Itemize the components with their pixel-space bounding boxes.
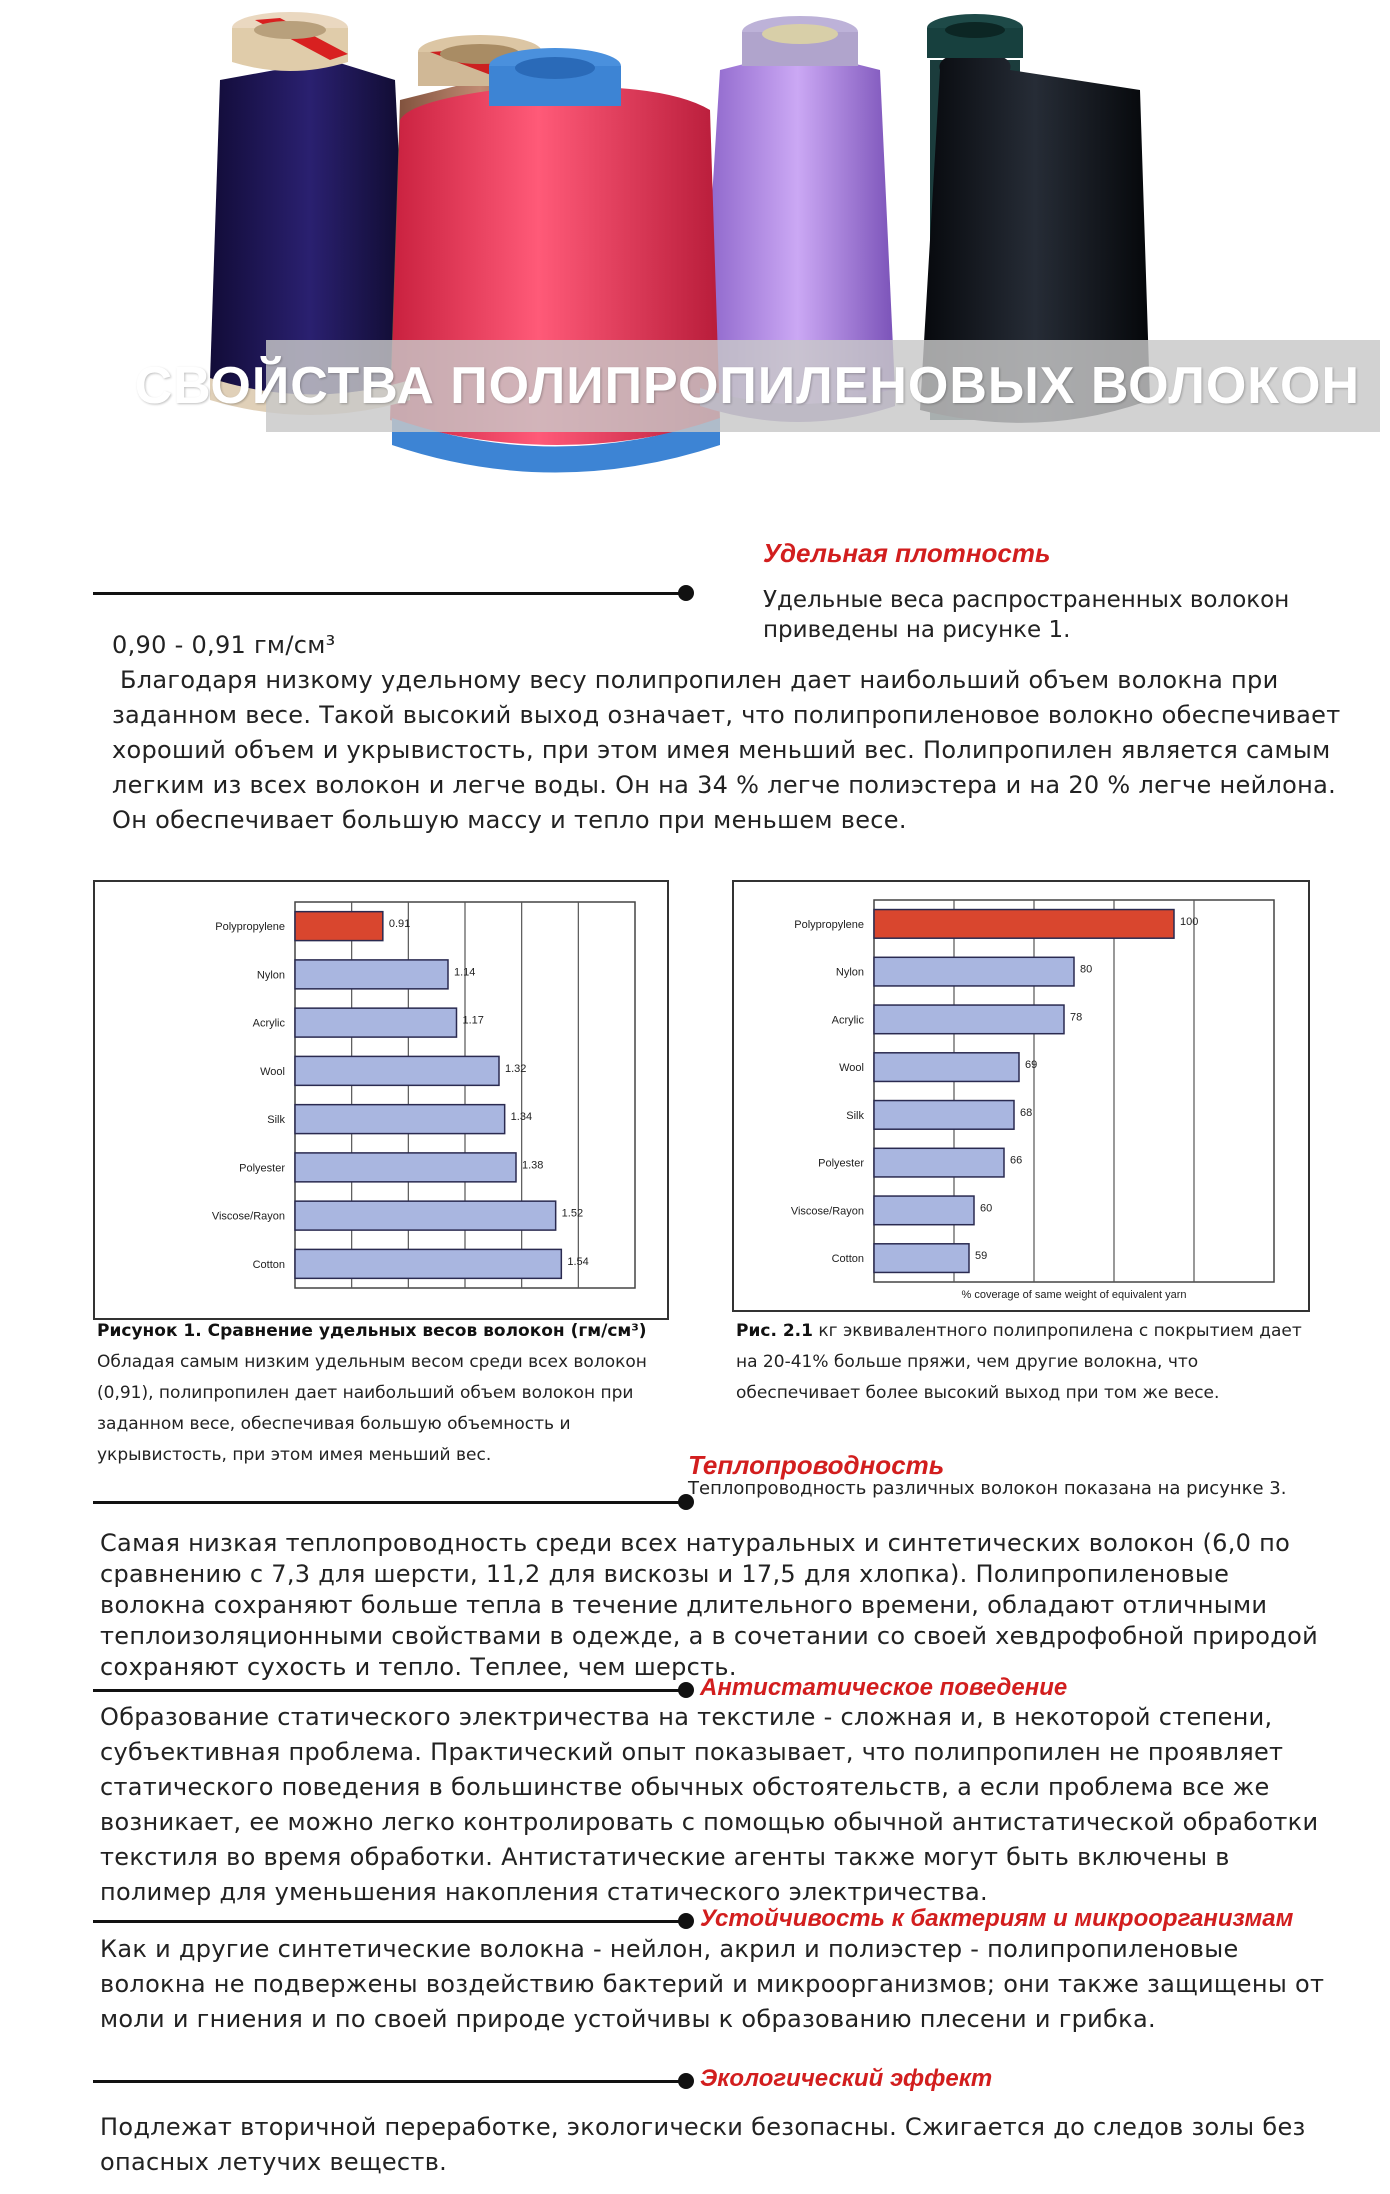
chart1-value-label: 1.34: [510, 1111, 533, 1124]
thermal-intro: Теплопроводность различных волокон показана на рисунке 3.: [688, 1478, 1287, 1499]
chart2-bar: [874, 1053, 1019, 1082]
density-rule: [93, 592, 683, 595]
chart2-category-label: Nylon: [835, 966, 864, 979]
chart2-value-label: 78: [1070, 1011, 1083, 1024]
thermal-rule: [93, 1501, 683, 1504]
figure1-chart-box: [93, 880, 669, 1320]
antistatic-title: Антистатическое поведение: [700, 1674, 1068, 1701]
chart1-category-label: Wool: [260, 1065, 285, 1078]
chart1-value-label: 0.91: [388, 918, 411, 931]
chart1-category-label: Cotton: [252, 1258, 285, 1271]
spool-navy: [210, 12, 410, 395]
chart2-value-label: 59: [975, 1250, 988, 1263]
figure1-caption-title: Рисунок 1. Сравнение удельных весов волокон (гм/см³): [97, 1321, 647, 1341]
chart2-value-label: 60: [980, 1202, 993, 1215]
chart1-category-label: Acrylic: [252, 1017, 285, 1030]
chart2-bar: [874, 1101, 1014, 1130]
thermal-title: Теплопроводность: [688, 1450, 945, 1480]
bacteria-rule-dot: [678, 1913, 694, 1929]
chart1-value-label: 1.14: [454, 966, 476, 979]
chart2-category-label: Silk: [846, 1109, 864, 1122]
chart1-bar: [295, 1105, 505, 1134]
chart2-bar: [874, 1005, 1064, 1034]
chart2-bar: [874, 1244, 969, 1273]
chart1-bar: [295, 1153, 516, 1182]
figure2-chart-box: [732, 880, 1310, 1312]
figure1-caption: [97, 1316, 687, 1471]
density-title: Удельная плотность: [763, 538, 1051, 568]
figure2-caption: [736, 1316, 1316, 1409]
chart2-bar: [874, 957, 1074, 986]
eco-rule-dot: [678, 2073, 694, 2089]
figure1-caption-text: Обладая самым низким удельным весом среди всех волокон (0,91), полипропилен дает наибольший объем волокон при заданном весе, обеспечивая большую объемность и укрывистость, при этом имея меньший вес.: [97, 1352, 647, 1465]
chart1-value-label: 1.52: [561, 1207, 584, 1220]
chart2-category-label: Polypropylene: [794, 918, 864, 931]
chart1-category-label: Polyester: [239, 1162, 285, 1175]
bacteria-title: Устойчивость к бактериям и микроорганизмам: [700, 1905, 1294, 1932]
chart1-bar: [295, 960, 448, 989]
chart2-category-label: Viscose/Rayon: [790, 1205, 864, 1218]
chart2-bar: [874, 1196, 974, 1225]
page-title-banner: [134, 340, 1380, 432]
chart2-bar: [874, 1148, 1004, 1177]
chart1-bar: [295, 1056, 499, 1085]
chart1-value-label: 1.54: [567, 1255, 589, 1268]
chart1-category-label: Viscose/Rayon: [211, 1210, 285, 1223]
page-title: СВОЙСТВА ПОЛИПРОПИЛЕНОВЫХ ВОЛОКОН: [134, 357, 1360, 415]
bacteria-text: Как и другие синтетические волокна - нейлон, акрил и полиэстер - полипропиленовые волокна не подвержены воздействию бактерий и микроорганизмов; они также защищены от моли и гниения и по своей природе устойчивы к образованию плесени и грибка.: [100, 1935, 1325, 2033]
eco-text: Подлежат вторичной переработке, экологически безопасны. Сжигается до следов золы без опасных летучих веществ.: [100, 2113, 1306, 2176]
chart1-bar: [295, 1008, 457, 1037]
chart2-value-label: 68: [1020, 1106, 1033, 1119]
chart1-category-label: Polypropylene: [215, 921, 285, 934]
chart2-category-label: Acrylic: [831, 1014, 864, 1027]
density-rule-dot: [678, 585, 694, 601]
chart1-category-label: Nylon: [256, 969, 285, 982]
density-text: Благодаря низкому удельному весу полипропилен дает наибольший объем волокна при заданном весе. Такой высокий выход означает, что полипропиленовое волокно обеспечивает хороший объем и укрывистость, при этом имея меньший вес. Полипропилен является самым легким из всех волокон и легче воды. Он на 34 % легче полиэстера и на 20 % легче нейлона. Он обеспечивает большую массу и тепло при меньшем весе.: [112, 666, 1341, 834]
chart1-bar: [295, 912, 383, 941]
figure2-caption-bold: Рис. 2.1: [736, 1321, 813, 1341]
figure2-caption-text: кг эквивалентного полипропилена с покрытием дает на 20-41% больше пряжи, чем другие волокна, что обеспечивает более высокий выход при том же весе.: [736, 1321, 1302, 1403]
chart2-bar: [874, 910, 1174, 939]
eco-rule: [93, 2080, 683, 2083]
chart1-value-label: 1.38: [522, 1159, 544, 1172]
chart1-value-label: 1.32: [505, 1062, 527, 1075]
bacteria-rule: [93, 1920, 683, 1923]
chart2-category-label: Wool: [839, 1062, 864, 1075]
density-intro: Удельные веса распространенных волокон приведены на рисунке 1.: [763, 587, 1290, 643]
chart1-bar: [295, 1249, 561, 1278]
chart1-category-label: Silk: [267, 1114, 285, 1127]
chart2-xlabel: % coverage of same weight of equivalent yarn: [961, 1289, 1187, 1301]
chart2-value-label: 100: [1180, 915, 1199, 928]
thermal-text: Самая низкая теплопроводность среди всех натуральных и синтетических волокон (6,0 по сравнению с 7,3 для шерсти, 11,2 для вискозы и 17,5 для хлопка). Полипропиленовые волокна сохраняют больше тепла в течение длительного времени, обладают отличными теплоизоляционными свойствами в одежде, а в сочетании со своей хевдрофобной природой сохраняют сухость и тепло. Теплее, чем шерсть.: [100, 1529, 1319, 1681]
antistatic-rule: [93, 1689, 683, 1692]
eco-title: Экологический эффект: [700, 2065, 993, 2092]
chart2-value-label: 80: [1080, 963, 1093, 976]
chart2-value-label: 69: [1025, 1059, 1038, 1072]
antistatic-text: Образование статического электричества на текстиле - сложная и, в некоторой степени, субъективная проблема. Практический опыт показывает, что полипропилен не проявляет статического поведения в большинстве обычных обстоятельств, а если проблема все же возникает, ее можно легко контролировать с помощью обычной антистатической обработки текстиля во время обработки. Антистатические агенты также могут быть включены в полимер для уменьшения накопления статического электричества.: [100, 1703, 1319, 1906]
density-value: 0,90 - 0,91 гм/см³: [112, 631, 336, 659]
chart2-category-label: Polyester: [818, 1157, 864, 1170]
figure2-chart: [734, 882, 1308, 1310]
chart1-bar: [295, 1201, 556, 1230]
chart1-value-label: 1.17: [462, 1014, 484, 1027]
figure1-chart: [95, 882, 667, 1318]
antistatic-rule-dot: [678, 1682, 694, 1698]
chart2-category-label: Cotton: [831, 1253, 864, 1266]
chart2-value-label: 66: [1010, 1154, 1023, 1167]
